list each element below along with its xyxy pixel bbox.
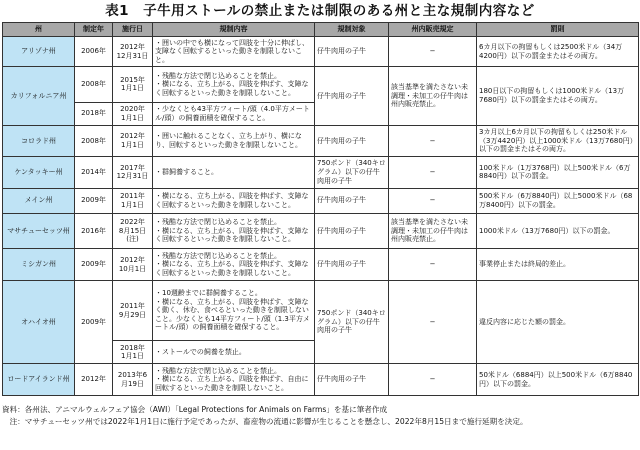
- cell-date: 2022年 8月15日 (注): [113, 213, 153, 249]
- cell-content: ・ストールでの飼養を禁止。: [153, 341, 315, 364]
- cell-content: ・囲いの中でも横になって四肢を十分に伸ばし、支障なく回転するといった動きを制限しないこと。: [153, 37, 315, 67]
- table-row: [3, 280, 639, 341]
- cell-target: 仔牛肉用の子牛: [315, 37, 389, 67]
- cell-content: ・残酷な方法で閉じ込めることを禁止。 ・横になる、立ち上がる、四肢を伸ばす、支障なく回転するといった動きを制限しないこと。: [153, 67, 315, 103]
- cell-sales: −: [389, 280, 477, 364]
- cell-date: 2012年 10月1日: [113, 249, 153, 280]
- cell-sales: −: [389, 157, 477, 188]
- cell-content: ・10週齢までに群飼養すること。 ・横になる、立ち上がる、四肢を伸ばす、支障なく動く、休む、食べるといった動きを制限しないこと。少なくとも14平方フィート/頭（1.3平方メートル/頭）の飼養面積を確保すること。: [153, 280, 315, 341]
- cell-penalty: 違反内容に応じた額の罰金。: [477, 280, 639, 364]
- cell-content: ・群飼養すること。: [153, 157, 315, 188]
- cell-sales: −: [389, 188, 477, 213]
- cell-sales: 該当基準を満たさない未調理・未加工の仔牛肉は州内販売禁止。: [389, 213, 477, 249]
- cell-year: 2009年: [75, 249, 113, 280]
- header-date: 施行日: [113, 23, 153, 37]
- cell-date: 2012年 1月1日: [113, 125, 153, 156]
- header-year: 制定年: [75, 23, 113, 37]
- cell-state: ミシガン州: [3, 249, 75, 280]
- cell-date: 2015年 1月1日: [113, 67, 153, 103]
- cell-year: 2016年: [75, 213, 113, 249]
- footnote: [2, 416, 638, 428]
- cell-target: 仔牛肉用の子牛: [315, 67, 389, 126]
- table-row: [3, 188, 639, 213]
- cell-year: 2014年: [75, 157, 113, 188]
- cell-date: 2011年 9月29日: [113, 280, 153, 341]
- header-target: 規制対象: [315, 23, 389, 37]
- cell-target: 仔牛肉用の子牛: [315, 188, 389, 213]
- cell-state: マサチューセッツ州: [3, 213, 75, 249]
- note-label: 注：: [2, 416, 25, 426]
- table-row: [3, 213, 639, 249]
- header-sales: 州内販売規定: [389, 23, 477, 37]
- cell-content: ・少なくとも43平方フィート/頭（4.0平方メートル/頭）の飼養面積を確保すること。: [153, 102, 315, 125]
- cell-penalty: 事業停止または終局的差止。: [477, 249, 639, 280]
- table-title: 表1 子牛用ストールの禁止または制限のある州と主な規制内容など: [105, 3, 535, 19]
- cell-sales: −: [389, 364, 477, 396]
- cell-target: 750ポンド（340キログラム）以下の仔牛肉用の子牛: [315, 280, 389, 364]
- cell-content: ・残酷な方法で閉じ込めることを禁止。 ・横になる、立ち上がる、四肢を伸ばす、支障なく回転するといった動きを制限しないこと。: [153, 213, 315, 249]
- cell-year: 2008年: [75, 125, 113, 156]
- cell-date: 2017年 12月31日: [113, 157, 153, 188]
- cell-penalty: 6カ月以下の拘留もしくは2500米ドル（34万4200円）以下の罰金またはその両方。: [477, 37, 639, 67]
- cell-date: 2013年6 月19日: [113, 364, 153, 396]
- regulation-table: [2, 22, 639, 396]
- source-label: 資料：: [2, 405, 25, 414]
- cell-state: オハイオ州: [3, 280, 75, 364]
- cell-year: 2018年: [75, 102, 113, 125]
- table-row: [3, 249, 639, 280]
- cell-state: ロードアイランド州: [3, 364, 75, 396]
- cell-target: 仔牛肉用の子牛: [315, 125, 389, 156]
- cell-content: ・残酷な方法で閉じ込めることを禁止。 ・横になる、立ち上がる、四肢を伸ばす、支障なく回転するといった動きを制限しないこと。: [153, 249, 315, 280]
- cell-penalty: 500米ドル（6万8840円）以上5000米ドル（68万8400円）以下の罰金。: [477, 188, 639, 213]
- cell-state: コロラド州: [3, 125, 75, 156]
- cell-year: 2012年: [75, 364, 113, 396]
- source-note: [2, 404, 638, 416]
- cell-state: メイン州: [3, 188, 75, 213]
- cell-penalty: 180日以下の拘留もしくは1000米ドル（13万7680円）以下の罰金またはその両方。: [477, 67, 639, 126]
- cell-penalty: 50米ドル（6884円）以上500米ドル（6万8840円）以下の罰金。: [477, 364, 639, 396]
- cell-year: 2006年: [75, 37, 113, 67]
- table-row: [3, 125, 639, 156]
- cell-target: 750ポンド（340キログラム）以下の仔牛肉用の子牛: [315, 157, 389, 188]
- note-text: マサチューセッツ州では2022年1月1日に施行予定であったが、畜産物の流通に影響が生じることを懸念し、2022年8月15日まで施行延期を決定。: [24, 416, 528, 426]
- header-penalty: 罰則: [477, 23, 639, 37]
- cell-state: アリゾナ州: [3, 37, 75, 67]
- cell-penalty: 1000米ドル（13万7680円）以下の罰金。: [477, 213, 639, 249]
- cell-year: 2009年: [75, 188, 113, 213]
- cell-date: 2011年 1月1日: [113, 188, 153, 213]
- cell-content: ・残酷な方法で閉じ込めることを禁止。 ・横になる、立ち上がる、四肢を伸ばす、自由に回転するといった動きを制限しないこと。: [153, 364, 315, 396]
- header-content: 規制内容: [153, 23, 315, 37]
- cell-sales: −: [389, 37, 477, 67]
- cell-target: 仔牛肉用の子牛: [315, 249, 389, 280]
- cell-date: 2018年 1月1日: [113, 341, 153, 364]
- cell-target: 仔牛肉用の子牛: [315, 213, 389, 249]
- cell-year: 2009年: [75, 280, 113, 364]
- cell-state: ケンタッキー州: [3, 157, 75, 188]
- cell-target: 仔牛肉用の子牛: [315, 364, 389, 396]
- source-text: 各州法、アニマルウェルフェア協会（AWI）「Legal Protections for Animals on Farms」を基に筆者作成: [24, 405, 388, 414]
- table-row: [3, 37, 639, 67]
- cell-content: ・囲いに触れることなく、立ち上がり、横になり、回転するといった動きを制限しないこと。: [153, 125, 315, 156]
- header-state: 州: [3, 23, 75, 37]
- cell-content: ・横になる、立ち上がる、四肢を伸ばす、支障なく回転するといった動きを制限しないこと。: [153, 188, 315, 213]
- cell-year: 2008年: [75, 67, 113, 103]
- cell-penalty: 100米ドル（1万3768円）以上500米ドル（6万8840円）以下の罰金。: [477, 157, 639, 188]
- cell-date: 2012年 12月31日: [113, 37, 153, 67]
- table-row: [3, 67, 639, 103]
- cell-state: カリフォルニア州: [3, 67, 75, 126]
- cell-sales: −: [389, 249, 477, 280]
- cell-penalty: 3カ月以上6カ月以下の拘留もしくは250米ドル（3万4420円）以上1000米ドル（13万7680円）以下の罰金またはその両方。: [477, 125, 639, 156]
- table-row: [3, 157, 639, 188]
- cell-sales: 該当基準を満たさない未調理・未加工の仔牛肉は州内販売禁止。: [389, 67, 477, 126]
- cell-sales: −: [389, 125, 477, 156]
- footnotes: [2, 404, 638, 427]
- table-header-row: [3, 23, 639, 37]
- table-row: [3, 364, 639, 396]
- cell-date: 2020年 1月1日: [113, 102, 153, 125]
